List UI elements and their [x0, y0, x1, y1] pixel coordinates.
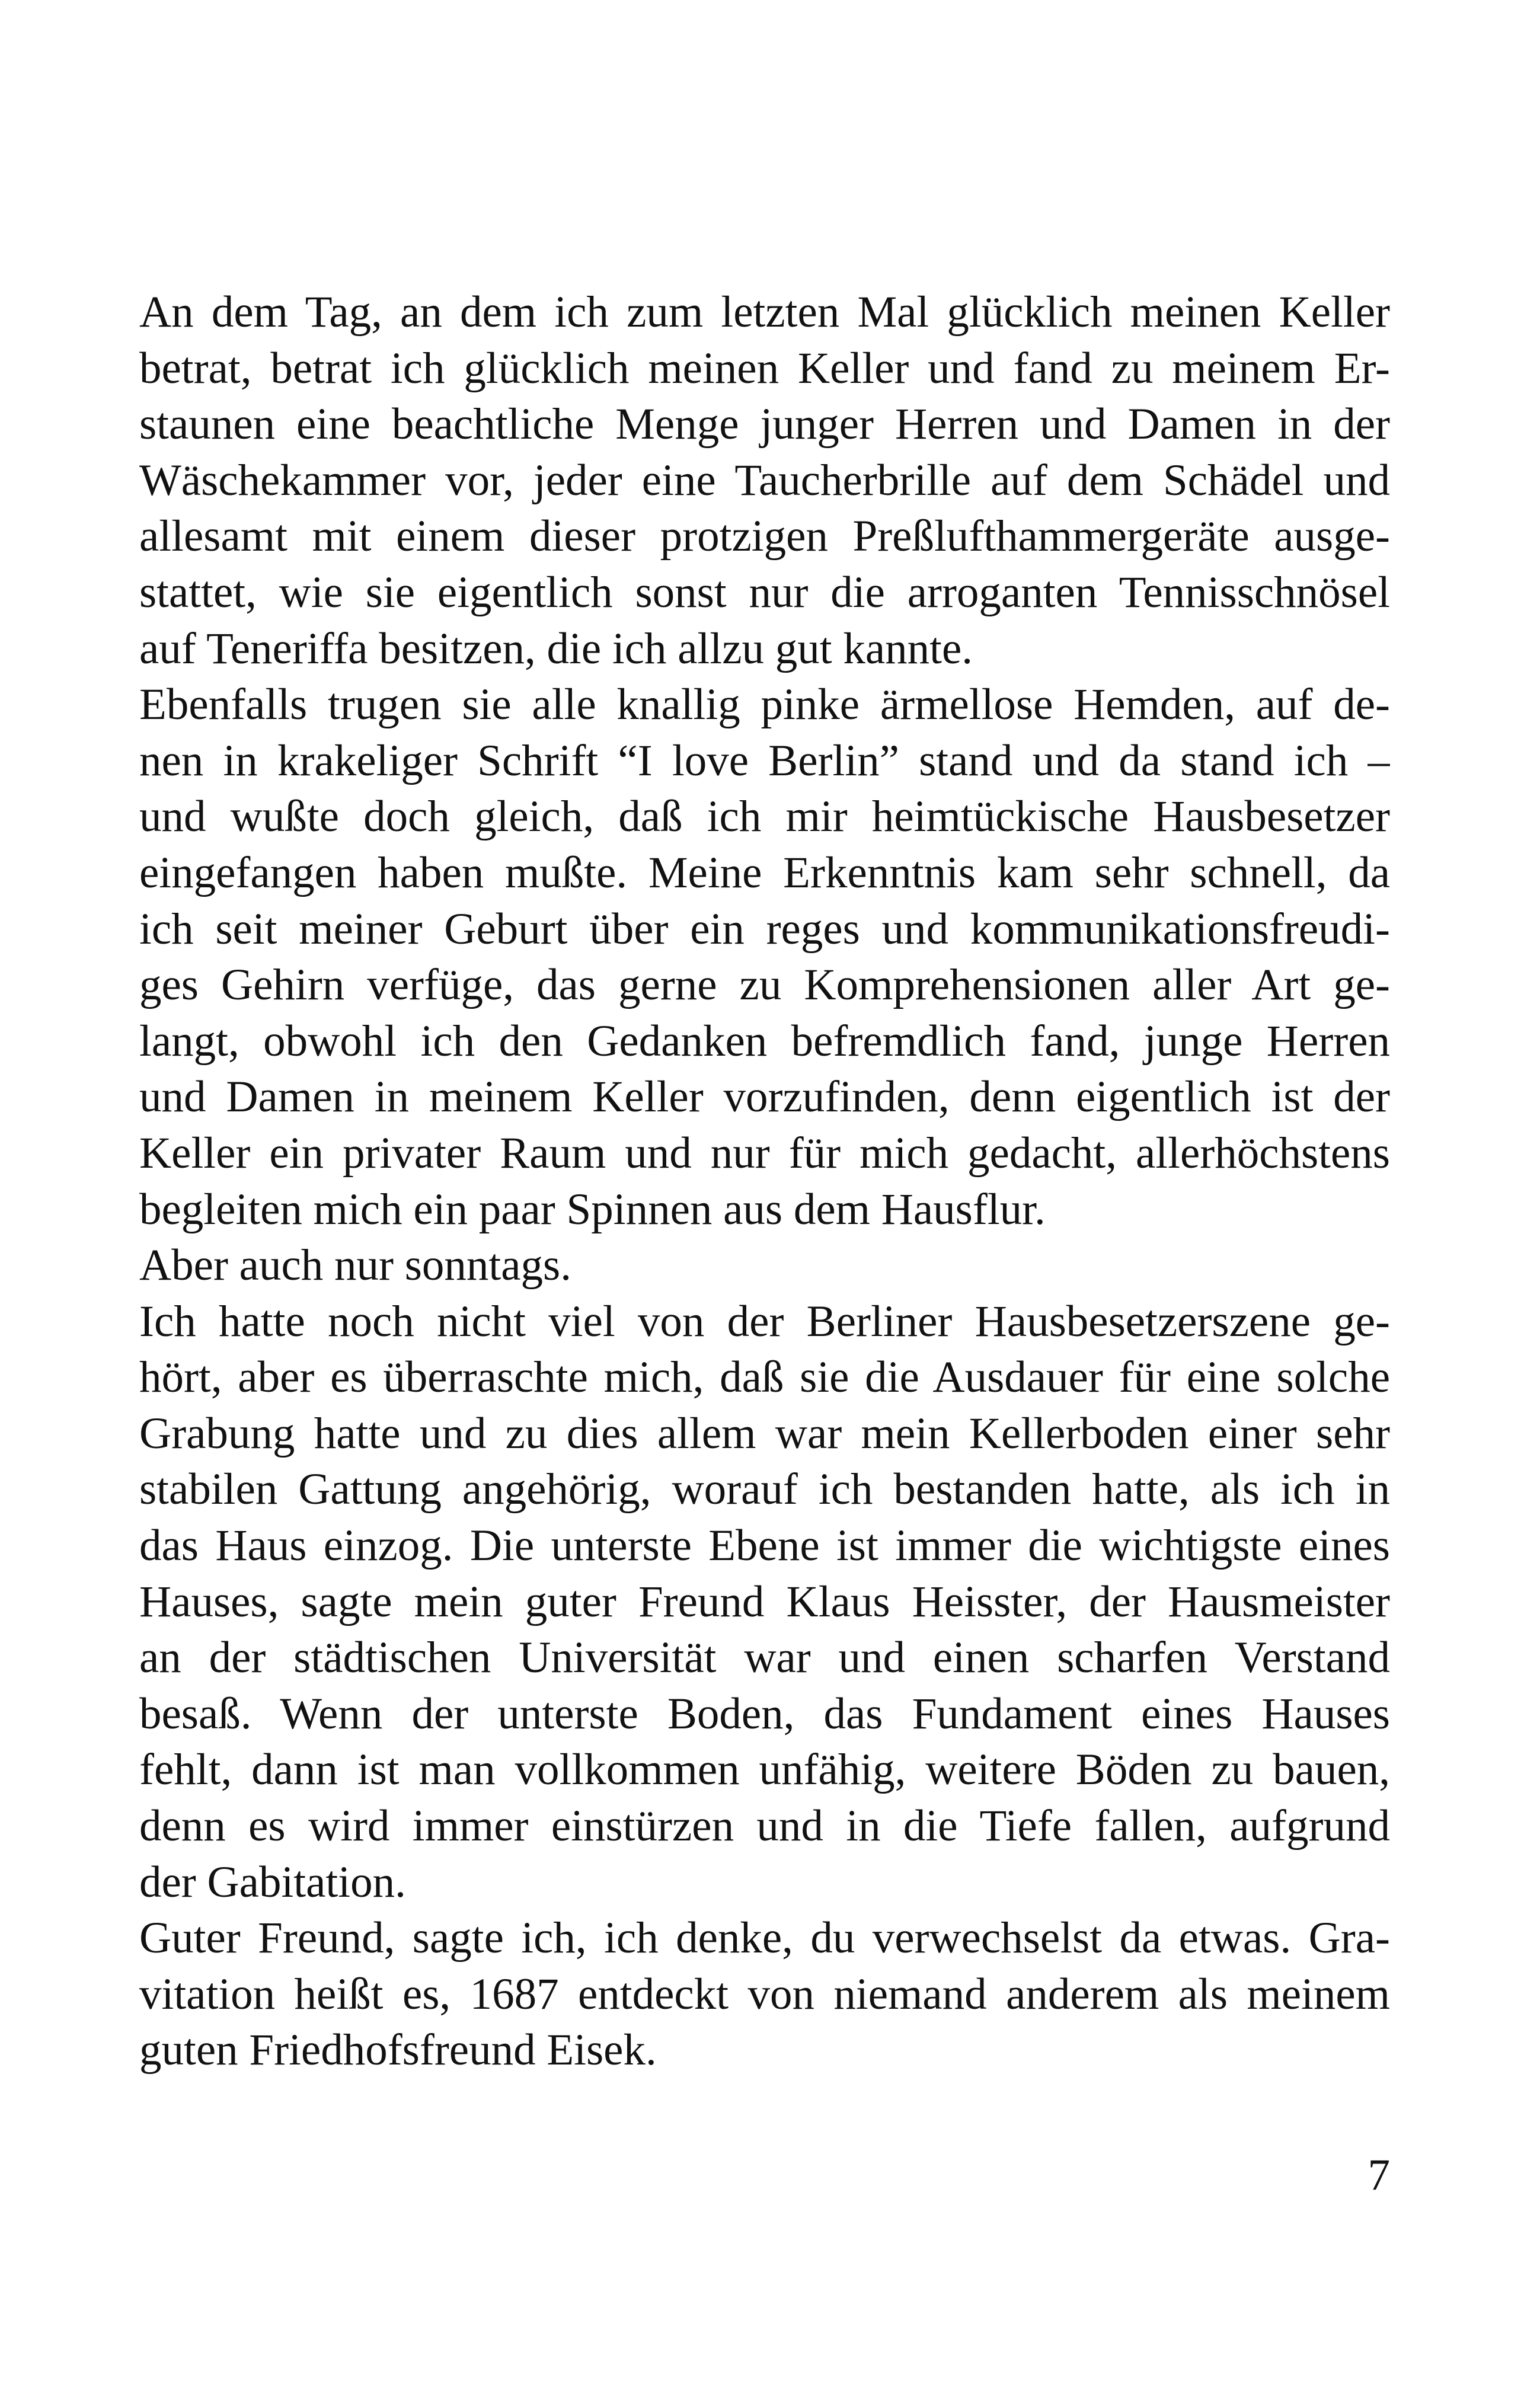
text-line: guten Friedhofsfreund Eisek. [139, 2025, 657, 2075]
text-line: und Damen in meinem Keller vorzufinden, denn eigentlich ist der [139, 1072, 1390, 1122]
text-line: staunen eine beachtliche Menge junger Herren und Damen in der [139, 400, 1390, 449]
text-line: Ich hatte noch nicht viel von der Berliner Hausbesetzerszene ge- [139, 1296, 1390, 1346]
text-line: betrat, betrat ich glücklich meinen Keller und fand zu meinem Er- [139, 343, 1390, 393]
text-line: stattet, wie sie eigentlich sonst nur die arroganten Tennisschnösel [139, 567, 1390, 617]
text-line: hört, aber es überraschte mich, daß sie die Ausdauer für eine solche [139, 1353, 1390, 1402]
text-line: Ebenfalls trugen sie alle knallig pinke ärmellose Hemden, auf de- [139, 680, 1390, 730]
text-line: Wäschekammer vor, jeder eine Taucherbrille auf dem Schädel und [139, 455, 1390, 505]
text-line: langt, obwohl ich den Gedanken befremdlich fand, junge Herren [139, 1016, 1390, 1066]
text-line: Hauses, sagte mein guter Freund Klaus Heisster, der Hausmeister [139, 1577, 1390, 1626]
text-line: Aber auch nur sonntags. [139, 1241, 571, 1290]
text-line: eingefangen haben mußte. Meine Erkenntnis kam sehr schnell, da [139, 848, 1390, 897]
text-line: das Haus einzog. Die unterste Ebene ist immer die wichtigste eines [139, 1521, 1390, 1571]
text-line: Guter Freund, sagte ich, ich denke, du verwechselst da etwas. Gra- [139, 1913, 1390, 1963]
text-line: begleiten mich ein paar Spinnen aus dem Hausflur. [139, 1184, 1046, 1234]
text-line: allesamt mit einem dieser protzigen Preßlufthammergeräte ausge- [139, 512, 1390, 561]
text-line: auf Teneriffa besitzen, die ich allzu gut kannte. [139, 624, 973, 673]
text-line: ges Gehirn verfüge, das gerne zu Komprehensionen aller Art ge- [139, 960, 1390, 1010]
text-line: und wußte doch gleich, daß ich mir heimtückische Hausbesetzer [139, 792, 1390, 842]
text-line: besaß. Wenn der unterste Boden, das Fundament eines Hauses [139, 1689, 1390, 1738]
text-line: vitation heißt es, 1687 entdeckt von niemand anderem als meinem [139, 1969, 1390, 2019]
page-number: 7 [1368, 2150, 1390, 2200]
text-line: Grabung hatte und zu dies allem war mein Kellerboden einer sehr [139, 1408, 1390, 1458]
text-line: Keller ein privater Raum und nur für mich gedacht, allerhöchstens [139, 1128, 1390, 1178]
text-line: der Gabitation. [139, 1857, 406, 1907]
text-line: stabilen Gattung angehörig, worauf ich bestanden hatte, als ich in [139, 1465, 1390, 1514]
body-text [139, 285, 1390, 2079]
text-line: fehlt, dann ist man vollkommen unfähig, weitere Böden zu bauen, [139, 1745, 1390, 1795]
text-line: An dem Tag, an dem ich zum letzten Mal glücklich meinen Keller [139, 287, 1390, 337]
text-line: denn es wird immer einstürzen und in die Tiefe fallen, aufgrund [139, 1801, 1390, 1851]
text-line: nen in krakeliger Schrift “I love Berlin” stand und da stand ich – [139, 736, 1390, 785]
text-line: an der städtischen Universität war und einen scharfen Verstand [139, 1633, 1390, 1683]
text-line: ich seit meiner Geburt über ein reges und kommunikationsfreudi- [139, 904, 1390, 954]
